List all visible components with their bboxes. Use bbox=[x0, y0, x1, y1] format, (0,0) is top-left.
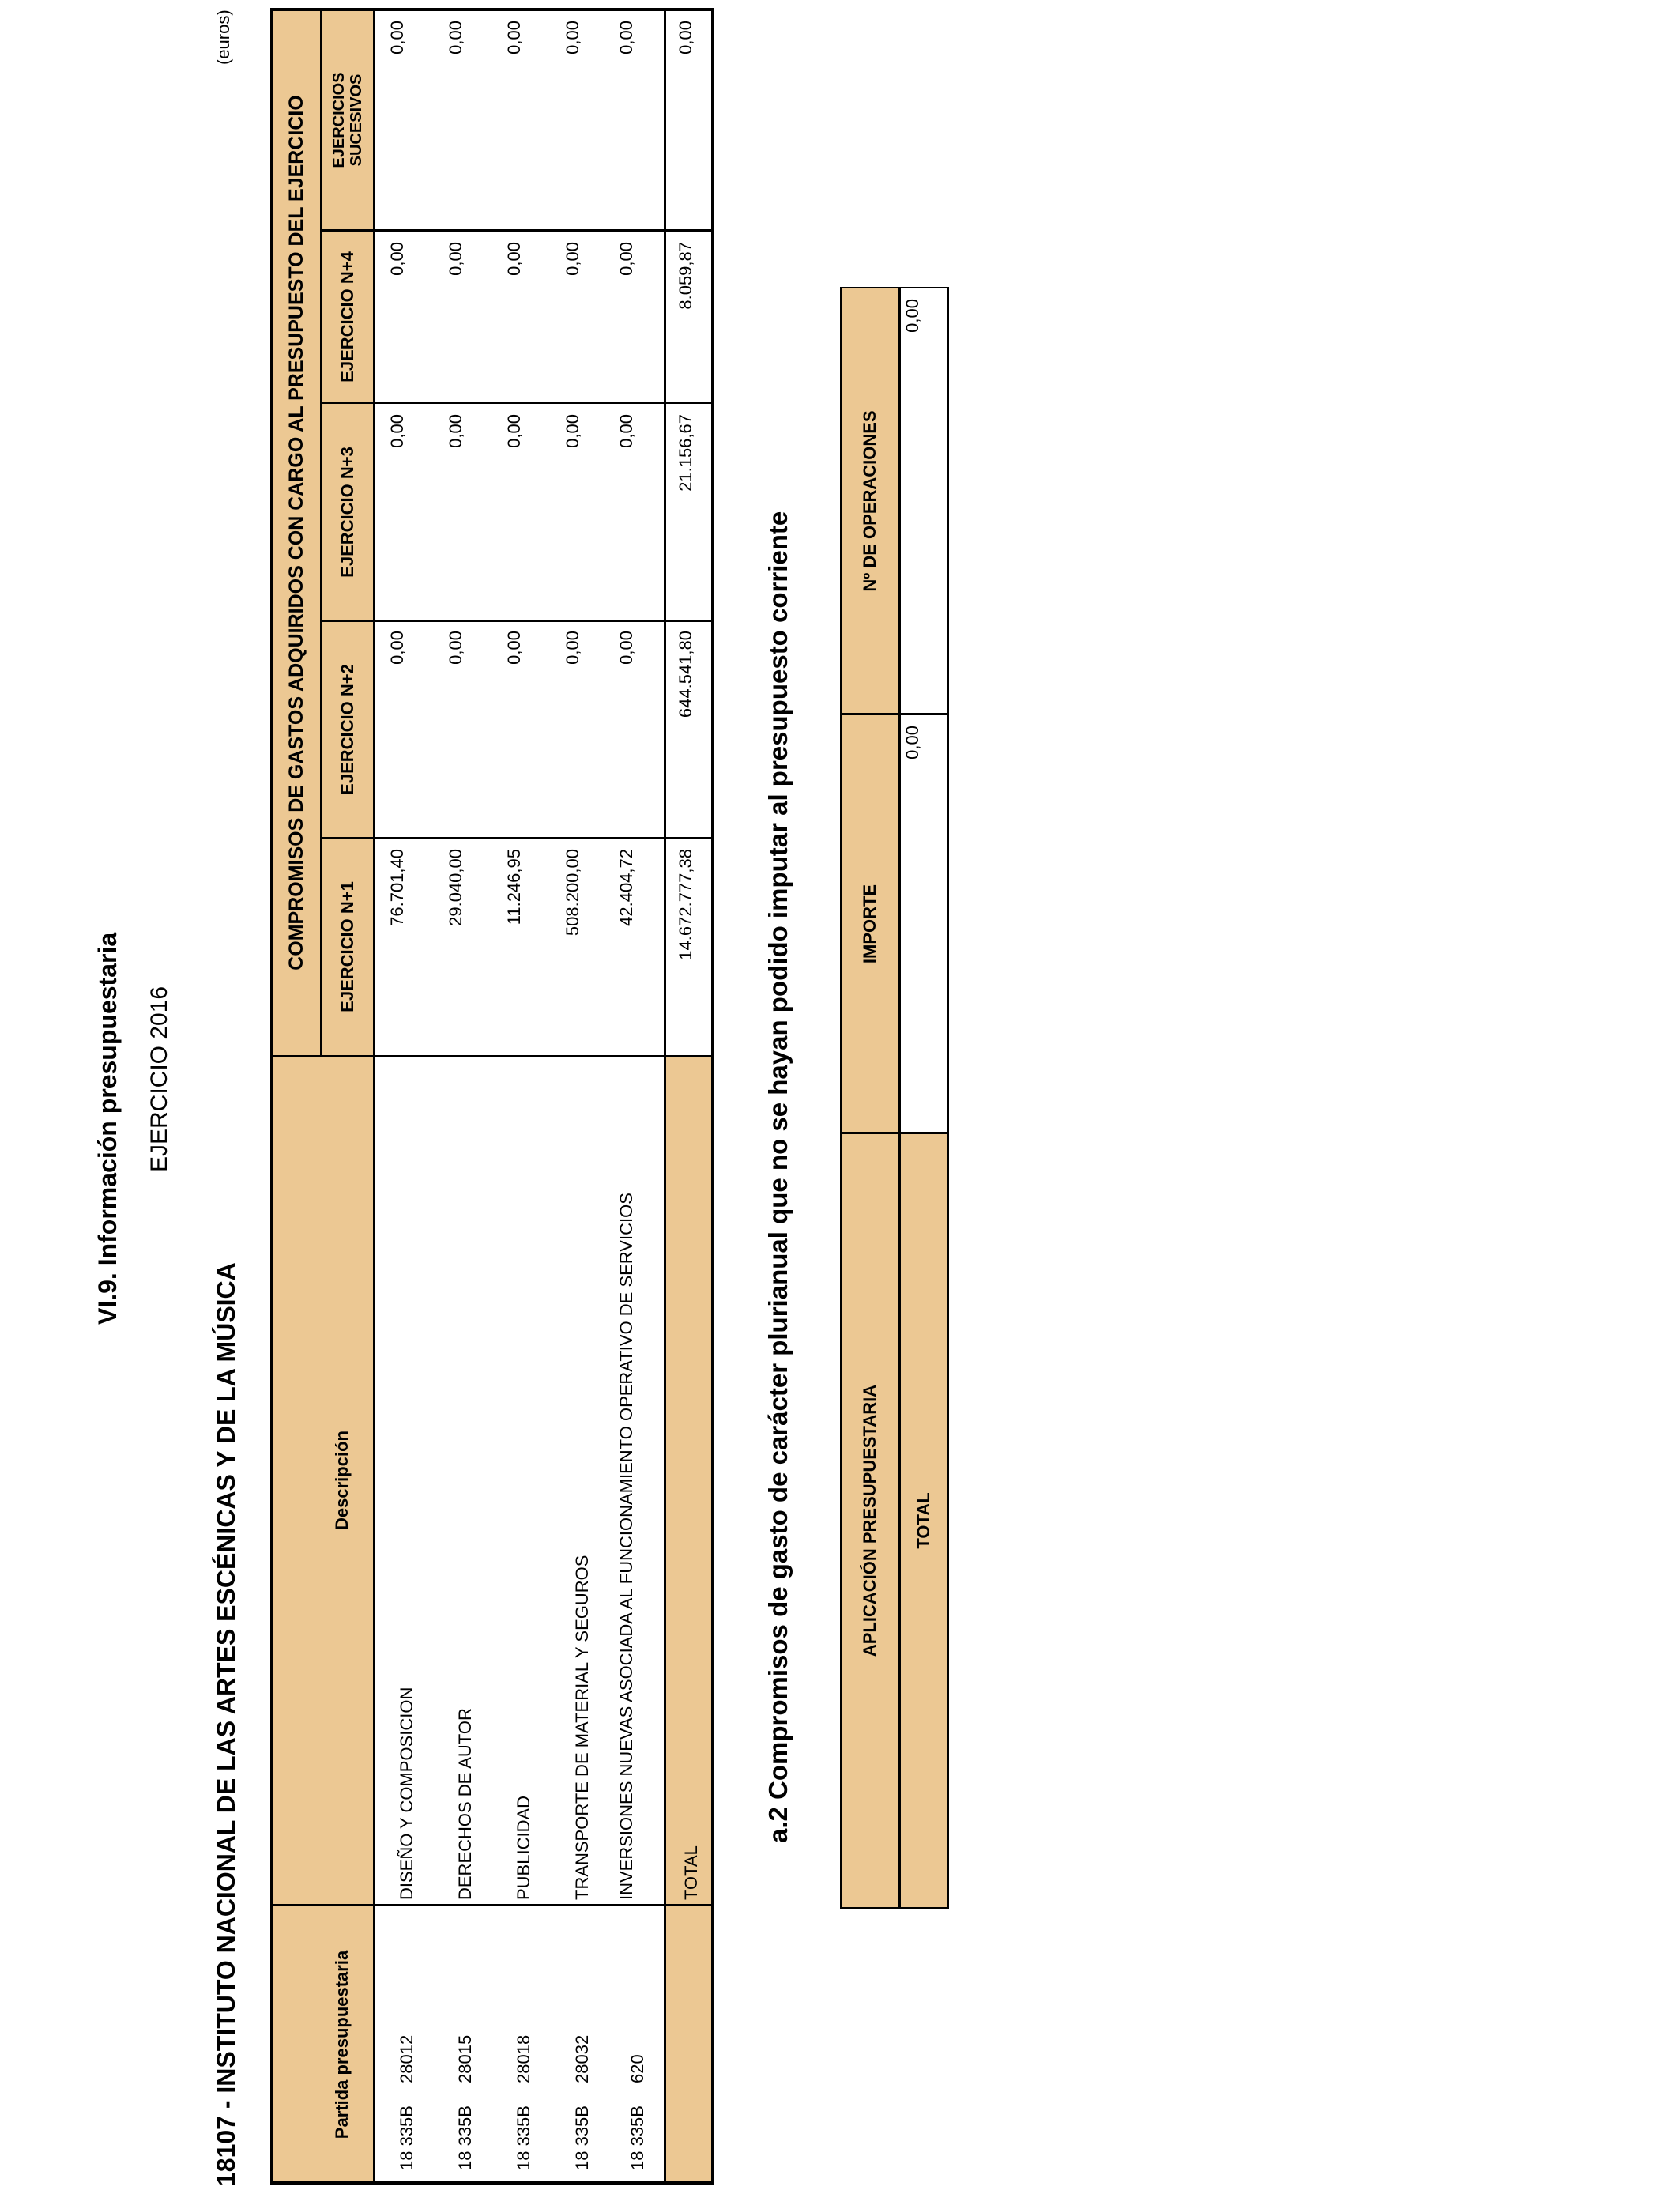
table2-total-importe: 0,00 bbox=[902, 726, 922, 760]
table-border-right bbox=[270, 8, 714, 11]
row-sucesivos: 0,00 bbox=[504, 21, 524, 55]
row-concept: 28012 bbox=[397, 2034, 416, 2083]
partida-header-label: Partida presupuestaria bbox=[332, 1950, 352, 2139]
row-description: DISEÑO Y COMPOSICION bbox=[397, 1687, 416, 1900]
page-title: VI.9. Información presupuestaria bbox=[93, 932, 122, 1325]
row-n1: 29.040,00 bbox=[446, 849, 465, 926]
row-n4: 0,00 bbox=[446, 242, 465, 276]
divider-desc-n1 bbox=[270, 1055, 714, 1057]
row-description: TRANSPORTE DE MATERIAL Y SEGUROS bbox=[572, 1555, 592, 1900]
table-border-top bbox=[270, 9, 273, 2185]
group-header-line bbox=[320, 9, 322, 1056]
row-n2: 0,00 bbox=[446, 631, 465, 665]
row-program: 18 335B bbox=[397, 2105, 416, 2170]
col-header-sucesivos: EJERCICIOS SUCESIVOS bbox=[321, 9, 375, 231]
row-description: DERECHOS DE AUTOR bbox=[455, 1708, 475, 1900]
row-n1: 76.701,40 bbox=[387, 849, 407, 926]
table2-total-operaciones: 0,00 bbox=[902, 299, 922, 333]
row-sucesivos: 0,00 bbox=[387, 21, 407, 55]
row-concept: 28032 bbox=[572, 2034, 592, 2083]
t2-border-bottom bbox=[947, 288, 949, 1908]
row-program: 18 335B bbox=[627, 2105, 647, 2170]
t2-border-top bbox=[840, 288, 842, 1908]
t2-divider-1 bbox=[840, 1132, 949, 1134]
row-n2: 0,00 bbox=[616, 631, 636, 665]
row-program: 18 335B bbox=[455, 2105, 475, 2170]
row-n1: 11.246,95 bbox=[504, 849, 524, 925]
row-sucesivos: 0,00 bbox=[616, 21, 636, 55]
desc-header-label: Descripción bbox=[332, 1431, 352, 1530]
row-program: 18 335B bbox=[514, 2105, 533, 2170]
group-header: COMPROMISOS DE GASTOS ADQUIRIDOS CON CARGO AL PRESUPUESTO DEL EJERCICIO bbox=[272, 9, 321, 1056]
section-a2-title: a.2 Compromisos de gasto de carácter plurianual que no se hayan podido imputar al presupuesto corriente bbox=[763, 511, 793, 1843]
t2-border-right bbox=[840, 287, 949, 288]
table-border-left bbox=[270, 2181, 714, 2185]
col-header-n1: EJERCICIO N+1 bbox=[321, 838, 375, 1056]
header-bottom-line bbox=[373, 9, 375, 2185]
total-sucesivos: 0,00 bbox=[676, 21, 695, 55]
table2-total-label: TOTAL bbox=[899, 1133, 948, 1908]
table-border-bottom bbox=[711, 9, 714, 2185]
aplicacion-header: APLICACIÓN PRESUPUESTARIA bbox=[841, 1133, 899, 1908]
row-n3: 0,00 bbox=[563, 414, 582, 448]
row-n1: 508.200,00 bbox=[563, 849, 582, 937]
row-n1: 42.404,72 bbox=[616, 849, 636, 926]
t2-header-bottom bbox=[898, 288, 901, 1908]
divider-partida-desc bbox=[270, 1904, 714, 1906]
row-n4: 0,00 bbox=[387, 242, 407, 276]
t2-border-left bbox=[840, 1907, 949, 1909]
row-n2: 0,00 bbox=[387, 631, 407, 665]
col-header-n4: EJERCICIO N+4 bbox=[321, 231, 375, 403]
row-n3: 0,00 bbox=[504, 414, 524, 448]
row-n3: 0,00 bbox=[616, 414, 636, 448]
total-n3: 21.156,67 bbox=[676, 414, 695, 492]
row-concept: 620 bbox=[627, 2054, 647, 2083]
partida-header-fill bbox=[272, 1056, 375, 2185]
entity-title: 18107 - INSTITUTO NACIONAL DE LAS ARTES ESCÉNICAS Y DE LA MÚSICA bbox=[212, 1262, 240, 2186]
col-header-n3: EJERCICIO N+3 bbox=[321, 403, 375, 621]
row-description: INVERSIONES NUEVAS ASOCIADA AL FUNCIONAMIENTO OPERATIVO DE SERVICIOS bbox=[616, 1193, 636, 1900]
total-n1: 14.672.777,38 bbox=[676, 849, 695, 960]
row-description: PUBLICIDAD bbox=[514, 1795, 533, 1900]
row-sucesivos: 0,00 bbox=[563, 21, 582, 55]
importe-header: IMPORTE bbox=[841, 714, 899, 1133]
row-concept: 28015 bbox=[455, 2034, 475, 2083]
operaciones-header: Nº DE OPERACIONES bbox=[841, 288, 899, 714]
row-n3: 0,00 bbox=[446, 414, 465, 448]
total-n2: 644.541,80 bbox=[676, 631, 695, 718]
total-n4: 8.059,87 bbox=[676, 242, 695, 310]
row-n4: 0,00 bbox=[504, 242, 524, 276]
row-concept: 28018 bbox=[514, 2034, 533, 2083]
total-row-fill bbox=[665, 1056, 713, 2185]
row-n3: 0,00 bbox=[387, 414, 407, 448]
exercise-label: EJERCICIO 2016 bbox=[146, 986, 172, 1172]
row-n2: 0,00 bbox=[563, 631, 582, 665]
row-n4: 0,00 bbox=[616, 242, 636, 276]
t2-divider-2 bbox=[840, 713, 949, 715]
units-label: (euros) bbox=[213, 9, 233, 65]
row-n2: 0,00 bbox=[504, 631, 524, 665]
row-sucesivos: 0,00 bbox=[446, 21, 465, 55]
row-n4: 0,00 bbox=[563, 242, 582, 276]
col-header-n2: EJERCICIO N+2 bbox=[321, 621, 375, 838]
total-label: TOTAL bbox=[681, 1845, 701, 1900]
total-top-line bbox=[664, 9, 666, 2185]
row-program: 18 335B bbox=[572, 2105, 592, 2170]
